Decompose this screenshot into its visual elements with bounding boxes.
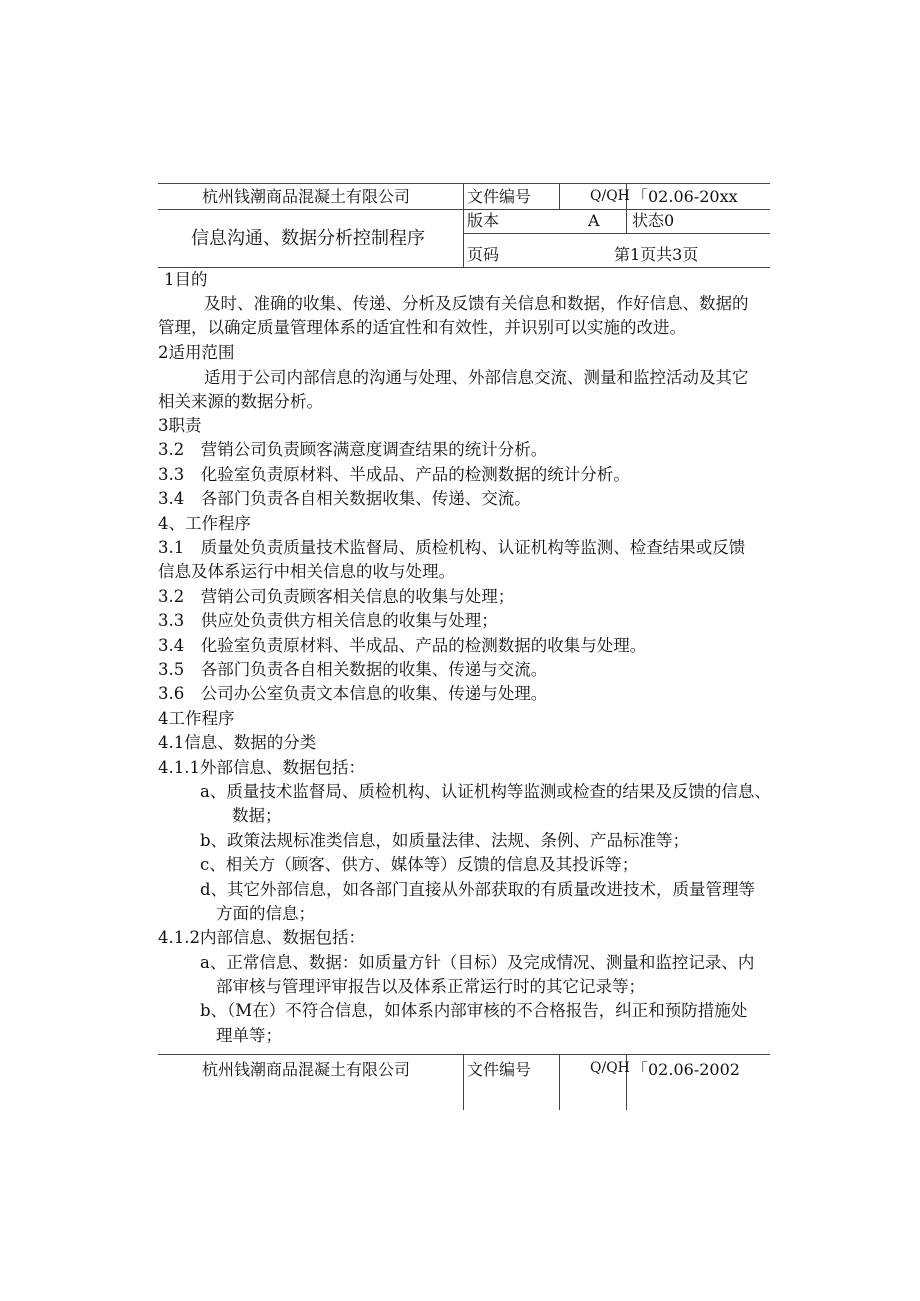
section-4-heading: 4、工作程序 [158,514,251,533]
header-doc-title: 信息沟通、数据分析控制程序 [191,228,425,249]
document-footer-table [158,1054,770,1110]
section-3-item: 3.2 营销公司负责顾客满意度调查结果的统计分析。 [158,440,548,459]
section-4-item: 3.6 公司办公室负责文本信息的收集、传递与处理。 [158,684,548,703]
internal-item-b-line-1: b、（M在）不符合信息，如体系内部审核的不合格报告，纠正和预防措施处 [200,1001,748,1020]
header-row-divider-1 [158,209,770,210]
subsection-heading: 4.1信息、数据的分类 [158,733,317,752]
section-4-item: 3.4 化验室负责原材料、半成品、产品的检测数据的收集与处理。 [158,636,647,655]
footer-company: 杭州钱潮商品混凝土有限公司 [202,1060,411,1079]
section-2-paragraph-line-1: 适用于公司内部信息的沟通与处理、外部信息交流、测量和监控活动及其它 [204,368,749,387]
header-doc-no-value: 「02.06-20xx [632,187,738,206]
header-doc-no-prefix: Q/QH [590,188,630,204]
section-4-item: 3.3 供应处负责供方相关信息的收集与处理； [158,611,498,630]
section-1-paragraph-line-1: 及时、准确的收集、传递、分析及反馈有关信息和数据，作好信息、数据的 [204,294,749,313]
section-2-heading: 2适用范围 [158,343,235,362]
section-3-heading: 3职责 [158,416,202,435]
section-4-item: 3.2 营销公司负责顾客相关信息的收集与处理； [158,587,515,606]
external-item-d-line-1: d、其它外部信息，如各部门直接从外部获取的有质量改进技术，质量管理等 [200,880,756,899]
external-item-a-line-2: 数据； [232,806,282,825]
section-1-paragraph-line-2: 管理，以确定质量管理体系的适宜性和有效性，并识别可以实施的改进。 [158,318,686,337]
external-item-b: b、政策法规标准类信息，如质量法律、法规、条例、产品标准等； [200,831,690,850]
header-col-divider-docno [559,183,560,209]
internal-item-a-line-2: 部审核与管理评审报告以及体系正常运行时的其它记录等； [216,977,645,996]
footer-doc-no-value: 「02.06-2002 [632,1060,740,1079]
section-3-item: 3.4 各部门负责各自相关数据收集、传递、交流。 [158,489,531,508]
section-2-paragraph-line-2: 相关来源的数据分析。 [158,392,323,411]
section-4-item-line: 信息及体系运行中相关信息的收与处理。 [158,562,455,581]
footer-doc-no-label: 文件编号 [467,1060,532,1079]
internal-item-a-line-1: a、正常信息、数据：如质量方针（目标）及完成情况、测量和监控记录、内 [200,953,755,972]
header-version-label: 版本 [467,211,500,230]
section-4-item-line: 3.1 质量处负责质量技术监督局、质检机构、认证机构等监测、检查结果或反馈 [158,538,746,557]
section-4-item: 3.5 各部门负责各自相关数据的收集、传递与交流。 [158,660,548,679]
external-item-a-line-1: a、质量技术监督局、质检机构、认证机构等监测或检查的结果及反馈的信息、 [200,782,771,801]
footer-doc-no-prefix: Q/QH [590,1060,630,1076]
section-5-heading: 4工作程序 [158,709,235,728]
external-item-d-line-2: 方面的信息； [216,904,315,923]
header-doc-no-label: 文件编号 [467,187,532,206]
section-3-item: 3.3 化验室负责原材料、半成品、产品的检测数据的统计分析。 [158,465,630,484]
footer-col-divider [463,1054,464,1110]
header-row-divider-2 [463,233,770,234]
section-1-heading: 1目的 [164,270,208,289]
header-version-value: A [588,211,600,230]
header-page-value: 第1页共3页 [614,245,699,264]
header-col-divider [463,183,464,268]
header-bottom-border [158,267,770,268]
header-top-border [158,183,770,184]
document-header-table [158,183,770,268]
subsection-heading: 4.1.2内部信息、数据包括： [158,928,365,947]
subsection-heading: 4.1.1外部信息、数据包括： [158,758,365,777]
header-page-label: 页码 [467,245,500,264]
header-status: 状态0 [632,211,675,230]
internal-item-b-line-2: 理单等； [216,1026,282,1045]
footer-top-border [158,1054,770,1055]
header-company: 杭州钱潮商品混凝土有限公司 [202,187,411,206]
footer-col-divider-docno [559,1054,560,1110]
external-item-c: c、相关方（顾客、供方、媒体等）反馈的信息及其投诉等； [200,855,639,874]
